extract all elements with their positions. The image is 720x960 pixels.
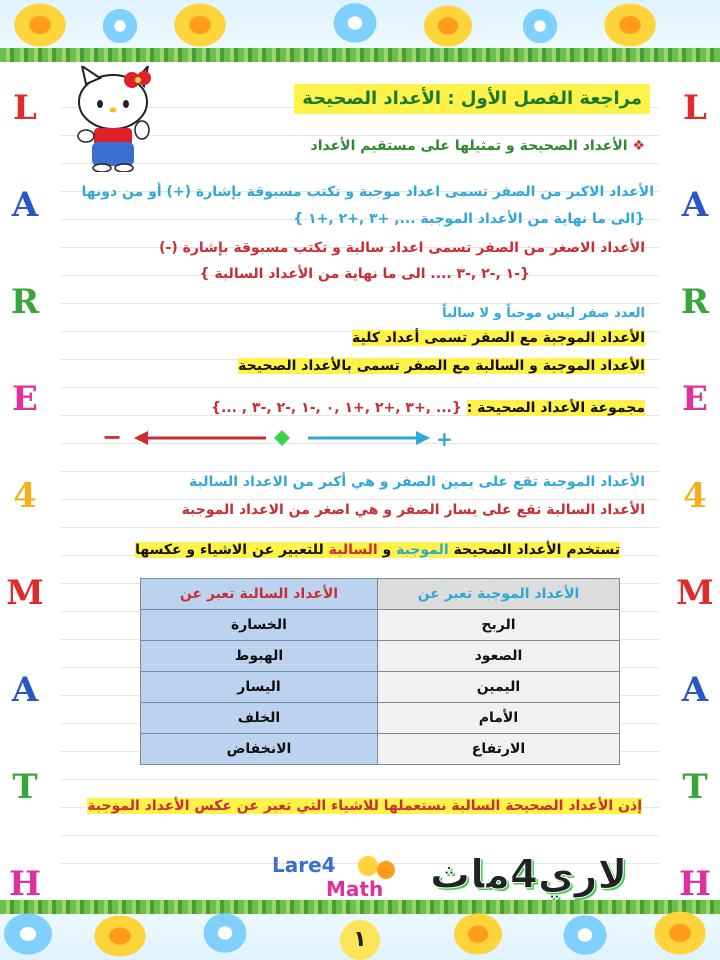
positive-right-note: الأعداد الموجبة تقع على يمين الصفر و هي أكبر من الاعداد السالبة (189, 474, 645, 490)
table-header-row (141, 579, 620, 610)
flower-icon (330, 0, 380, 46)
flower-icon (170, 0, 230, 50)
integers-set-line (211, 400, 645, 416)
page-number: ١ (340, 920, 380, 960)
side-letter: L (13, 88, 37, 128)
negative-column-header: الأعداد السالبة تعبر عن (141, 579, 378, 610)
side-letters-right (670, 78, 720, 951)
brand-name: لاري4ماث (430, 852, 628, 898)
flower-icon (450, 910, 506, 958)
top-floral-border (0, 0, 720, 62)
positive-cell: اليمين (377, 672, 619, 703)
zero-marker-icon (274, 430, 290, 446)
negative-cell: الخلف (141, 703, 378, 734)
side-letter: L (683, 88, 707, 128)
table-row (141, 703, 620, 734)
side-letter: R (680, 282, 710, 322)
side-letter: A (11, 670, 39, 710)
flower-icon (100, 6, 140, 46)
usage-line: تستخدم الأعداد الصحيحة الموجبة و السالبة للتعبير عن الاشياء و عكسها (135, 542, 620, 558)
section-heading: ❖ الأعداد الصحيحة و تمثيلها على مستقيم الأعداد (310, 138, 645, 154)
side-letter: E (12, 379, 38, 419)
positive-column-header: الأعداد الموجبة تعبر عن (377, 579, 619, 610)
side-letters-left (0, 78, 50, 951)
side-letter: A (681, 670, 709, 710)
integers-set: {... ,+٣ ,+٢ ,+١ ,٠ ,-١ ,-٢ ,-٣ , ...} (211, 400, 462, 416)
table-row (141, 734, 620, 765)
positive-cell: الأمام (377, 703, 619, 734)
side-letter: R (10, 282, 40, 322)
flower-icon (420, 2, 476, 50)
negative-left-note: الأعداد السالبة تقع على يسار الصفر و هي اصغر من الاعداد الموجبة (181, 502, 645, 518)
side-letter: M (676, 573, 714, 613)
flower-icon (600, 0, 660, 50)
table-row (141, 672, 620, 703)
zero-note: العدد صفر ليس موجباً و لا سالباً (442, 306, 645, 321)
positive-definition: الأعداد الاكبر من الصفر تسمى اعداد موجبة و تكتب مسبوقة بإشارة (+) أو من دونها (81, 184, 654, 200)
side-letter: A (11, 185, 39, 225)
negative-cell: الخسارة (141, 610, 378, 641)
flower-icon (560, 912, 610, 958)
side-letter: 4 (683, 476, 707, 516)
flower-icon (520, 6, 560, 46)
positive-cell: الارتفاع (377, 734, 619, 765)
flower-icon (200, 910, 250, 956)
side-letter: H (678, 864, 712, 904)
right-arrowhead-icon (416, 431, 430, 445)
kitty-illustration (68, 66, 158, 172)
lare4math-logo (268, 850, 408, 902)
positive-cell: الربح (377, 610, 619, 641)
negative-set: {-١ ,-٢ ,-٣ .... الى ما نهاية من الأعداد السالبة } (199, 266, 530, 282)
negative-cell: الانخفاض (141, 734, 378, 765)
table-row (141, 610, 620, 641)
svg-text:Lare4: Lare4 (272, 853, 336, 877)
integers-def: الأعداد الموجبة و السالبة مع الصفر تسمى بالأعداد الصحيحة (238, 358, 645, 374)
page-title: مراجعة الفصل الأول : الأعداد الصحيحة (294, 84, 650, 114)
grass-strip (0, 900, 720, 914)
minus-sign: − (102, 426, 123, 450)
positive-cell: الصعود (377, 641, 619, 672)
conclusion: إذن الأعداد الصحيحة السالبة نستعملها للاشياء التي تعبر عن عكس الأعداد الموجبة (87, 798, 642, 814)
side-letter: T (12, 767, 38, 807)
side-letter: A (681, 185, 709, 225)
plus-sign: + (436, 427, 453, 450)
flower-icon (90, 912, 150, 960)
whole-numbers-def: الأعداد الموجبة مع الصفر تسمى أعداد كلية (351, 330, 645, 346)
flower-icon (10, 0, 70, 50)
side-letter: M (6, 573, 44, 613)
positive-set: {الى ما نهاية من الأعداد الموجبة ..., +٣ ,+٢ ,+١ } (293, 211, 645, 227)
bullet-icon: ❖ (632, 138, 645, 154)
left-arrowhead-icon (134, 431, 148, 445)
side-letter: E (682, 379, 708, 419)
side-letter: H (8, 864, 42, 904)
negative-definition: الأعداد الاصغر من الصفر تسمى اعداد سالبة و تكتب مسبوقة بإشارة (-) (159, 240, 645, 256)
number-line (100, 426, 460, 450)
svg-text:Math: Math (326, 877, 384, 901)
grass-strip (0, 48, 720, 62)
table-row (141, 641, 620, 672)
opposites-table (140, 578, 620, 765)
negative-cell: الهبوط (141, 641, 378, 672)
side-letter: 4 (13, 476, 37, 516)
integers-set-label: مجموعة الأعداد الصحيحة : (466, 400, 645, 416)
negative-cell: اليسار (141, 672, 378, 703)
side-letter: T (682, 767, 708, 807)
